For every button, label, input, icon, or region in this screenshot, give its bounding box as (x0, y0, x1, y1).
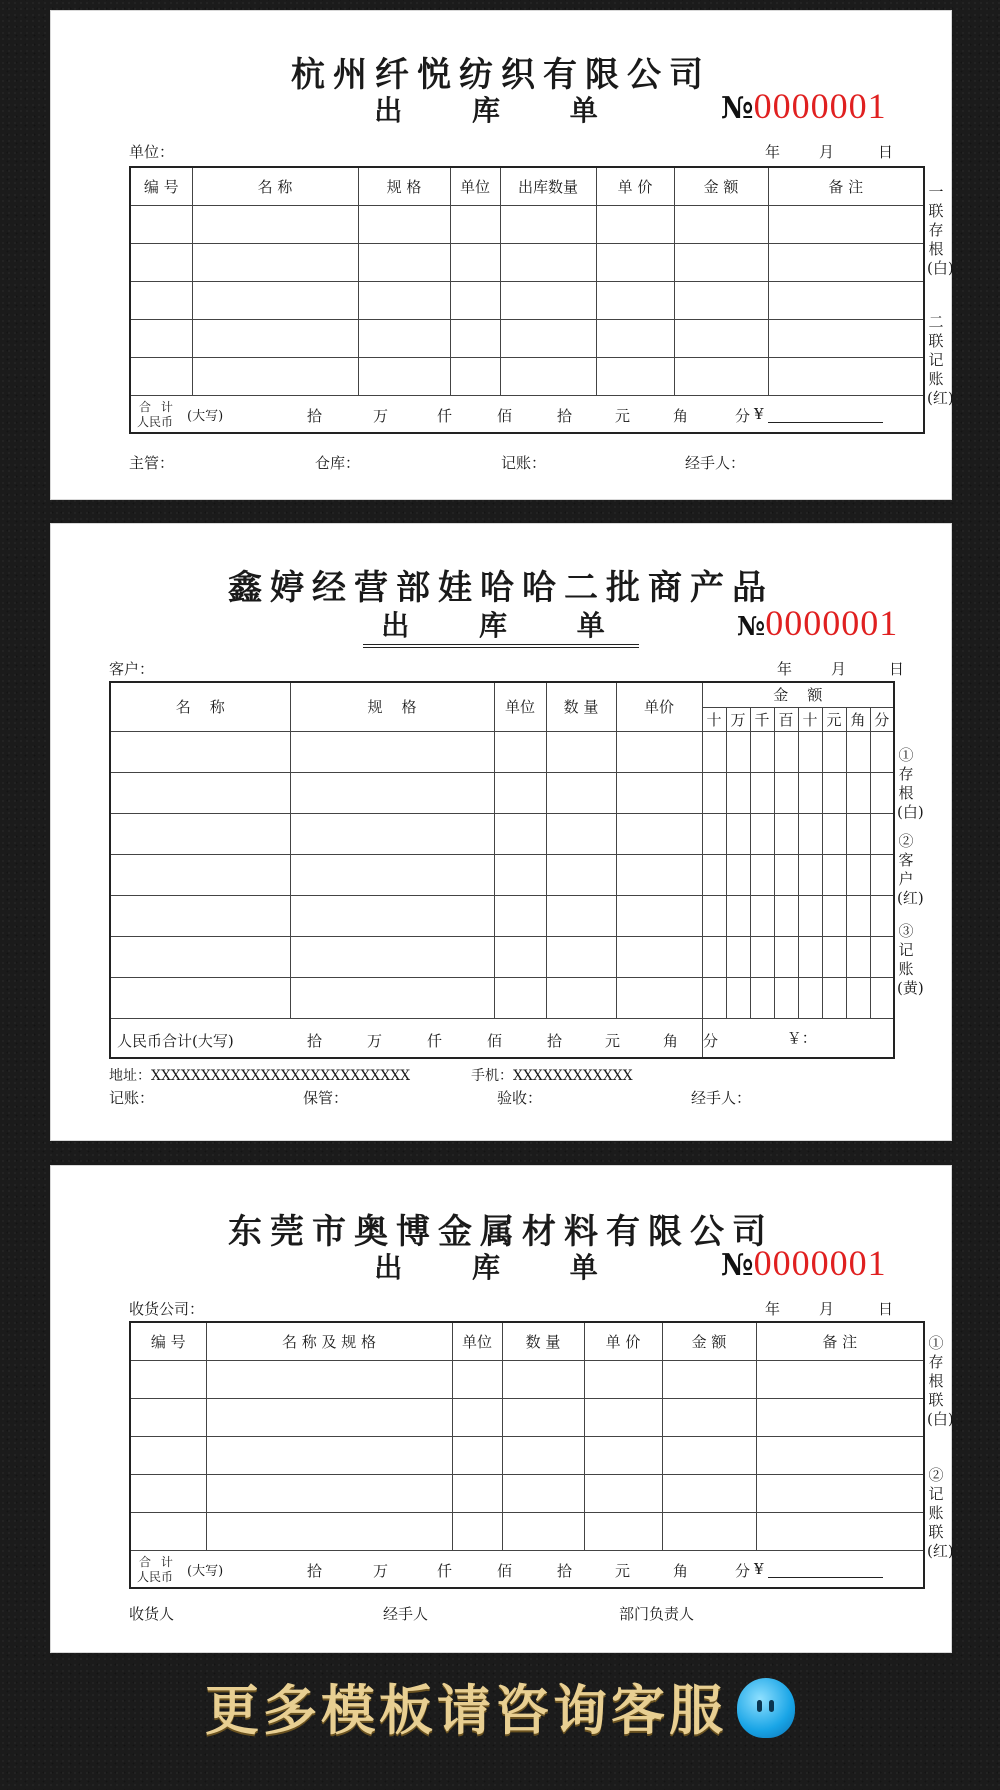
side-label-copy-3: ③记账(黄) (897, 922, 924, 997)
digit-header: 十 (798, 707, 822, 731)
form-title: 出 库 单 (374, 1251, 628, 1284)
digit-header: 万 (726, 707, 750, 731)
sum-unit: 拾 (557, 406, 573, 425)
sum-row (130, 395, 924, 433)
banner-text: 更多模板请咨询客服 (205, 1679, 727, 1742)
date-month: 月 (831, 660, 847, 678)
sum-unit: 佰 (497, 406, 513, 425)
side-label-copy-2: ②记账联(红) (927, 1466, 954, 1560)
table-row (130, 1360, 924, 1398)
header-cell: 编 号 (130, 167, 192, 205)
signature-department-head: 部门负责人 (619, 1605, 695, 1623)
sum-unit: 万 (367, 1031, 383, 1050)
items-table (129, 166, 925, 434)
table-row (130, 243, 924, 281)
table-header-row (130, 167, 924, 205)
sum-yen: ¥ (754, 405, 883, 423)
signature-bookkeeping: 记账： (501, 454, 547, 472)
sum-unit: 元 (615, 406, 631, 425)
items-table (109, 681, 895, 1059)
sum-unit: 拾 (307, 1031, 323, 1050)
receiver-label: 收货公司： (129, 1300, 205, 1318)
contact-banner (0, 1668, 1000, 1745)
sum-label: 人民币合计(大写) (117, 1031, 234, 1050)
table-row (110, 977, 894, 1018)
sum-unit: 拾 (547, 1031, 563, 1050)
company-name: 杭州纤悦纺织有限公司 (291, 55, 711, 95)
sum-yen: ¥ (754, 1560, 883, 1578)
header-cell: 规 格 (358, 167, 450, 205)
table-row (130, 1474, 924, 1512)
amount-header: 金 额 (702, 682, 894, 707)
digit-header: 百 (774, 707, 798, 731)
header-cell: 单价 (616, 682, 702, 731)
header-cell: 数 量 (502, 1322, 584, 1360)
table-row (130, 1398, 924, 1436)
items-table (129, 1321, 925, 1589)
side-label-copy-2: ②客户(红) (897, 832, 924, 907)
table-row (130, 1512, 924, 1550)
customer-label: 客户： (109, 660, 155, 678)
header-cell: 单位 (494, 682, 546, 731)
sum-label-bottom: 人民币 (137, 414, 174, 429)
sum-yen: ￥： (702, 1018, 894, 1058)
table-header-row (130, 1322, 924, 1360)
sum-unit: 分 (735, 1561, 751, 1580)
sum-unit: 佰 (487, 1031, 503, 1050)
header-cell: 备 注 (768, 167, 924, 205)
header-cell: 数 量 (546, 682, 616, 731)
sum-unit: 角 (673, 1561, 689, 1580)
sum-unit: 拾 (307, 1561, 323, 1580)
digit-header: 元 (822, 707, 846, 731)
header-cell: 单 价 (584, 1322, 662, 1360)
date-year: 年 (765, 143, 781, 161)
form-title: 出 库 单 (51, 604, 951, 644)
table-row (110, 854, 894, 895)
serial-number: №0000001 (721, 1243, 887, 1283)
serial-number: №0000001 (721, 86, 887, 126)
table-row (130, 319, 924, 357)
sum-unit: 仟 (437, 406, 453, 425)
header-cell: 金 额 (662, 1322, 756, 1360)
sum-unit: 万 (373, 406, 389, 425)
header-cell: 名 称 (110, 682, 290, 731)
header-cell: 备 注 (756, 1322, 924, 1360)
address-line: 地址：XXXXXXXXXXXXXXXXXXXXXXXXXX (109, 1068, 411, 1084)
digit-header: 十 (702, 707, 726, 731)
table-row (110, 813, 894, 854)
company-name: 鑫婷经营部娃哈哈二批商产品 (228, 568, 774, 608)
header-cell: 名 称 (192, 167, 358, 205)
table-row (110, 772, 894, 813)
sum-unit: 佰 (497, 1561, 513, 1580)
signature-supervisor: 主管： (129, 454, 175, 472)
table-row (130, 205, 924, 243)
sum-unit: 元 (605, 1031, 621, 1050)
digit-header: 角 (846, 707, 870, 731)
sum-unit: 角 (663, 1031, 679, 1050)
header-cell: 单 价 (596, 167, 674, 205)
sum-unit: 仟 (437, 1561, 453, 1580)
table-row (110, 936, 894, 977)
date-month: 月 (819, 1300, 835, 1318)
sum-unit: 元 (615, 1561, 631, 1580)
table-row (110, 895, 894, 936)
table-row (130, 281, 924, 319)
sum-row (110, 1018, 894, 1058)
form-card-1 (50, 10, 952, 500)
date-year: 年 (777, 660, 793, 678)
form-card-2 (50, 523, 952, 1141)
amount-blank-line (768, 1564, 883, 1578)
sum-unit: 分 (703, 1031, 719, 1050)
table-header-row (110, 682, 894, 707)
sum-unit: 分 (735, 406, 751, 425)
sum-row (130, 1550, 924, 1588)
signature-handler: 经手人： (685, 454, 746, 472)
digit-header: 千 (750, 707, 774, 731)
header-cell: 单位 (452, 1322, 502, 1360)
sum-label-daxie: (大写) (187, 408, 224, 424)
header-cell: 金 额 (674, 167, 768, 205)
sum-unit: 仟 (427, 1031, 443, 1050)
header-cell: 出库数量 (500, 167, 596, 205)
serial-number: №0000001 (737, 603, 899, 643)
side-label-copy-1: 一联存根(白) (927, 183, 954, 277)
form-card-3 (50, 1165, 952, 1653)
table-row (130, 357, 924, 395)
sum-unit: 角 (673, 406, 689, 425)
amount-blank-line (768, 409, 883, 423)
sum-label-daxie: (大写) (187, 1563, 224, 1579)
header-cell: 编 号 (130, 1322, 206, 1360)
signature-warehouse: 仓库： (315, 454, 361, 472)
qq-penguin-icon (737, 1678, 795, 1738)
sum-label-bottom: 人民币 (137, 1569, 174, 1584)
table-row (130, 1436, 924, 1474)
date-day: 日 (889, 660, 905, 678)
header-cell: 规 格 (290, 682, 494, 731)
unit-label: 单位： (129, 143, 175, 161)
header-cell: 单位 (450, 167, 500, 205)
date-day: 日 (878, 1300, 894, 1318)
date-month: 月 (819, 143, 835, 161)
table-row (110, 731, 894, 772)
header-cell: 名 称 及 规 格 (206, 1322, 452, 1360)
sum-label-top: 合 计 (139, 399, 176, 414)
side-label-copy-2: 二联记账(红) (927, 313, 954, 407)
company-name: 东莞市奥博金属材料有限公司 (228, 1212, 774, 1252)
signature-custody: 保管： (303, 1089, 349, 1107)
phone-line: 手机：XXXXXXXXXXXX (471, 1068, 633, 1084)
sum-unit: 拾 (557, 1561, 573, 1580)
signature-bookkeeping: 记账： (109, 1089, 155, 1107)
date-year: 年 (765, 1300, 781, 1318)
side-label-copy-1: ①存根(白) (897, 746, 924, 821)
side-label-copy-1: ①存根联(白) (927, 1334, 954, 1428)
signature-handler: 经手人 (383, 1605, 429, 1623)
form-title: 出 库 单 (374, 94, 628, 127)
signature-inspection: 验收： (497, 1089, 543, 1107)
digit-header: 分 (870, 707, 894, 731)
sum-label-top: 合 计 (139, 1554, 176, 1569)
signature-handler: 经手人： (691, 1089, 752, 1107)
date-day: 日 (878, 143, 894, 161)
sum-unit: 万 (373, 1561, 389, 1580)
signature-receiver: 收货人 (129, 1605, 175, 1623)
sum-unit: 拾 (307, 406, 323, 425)
